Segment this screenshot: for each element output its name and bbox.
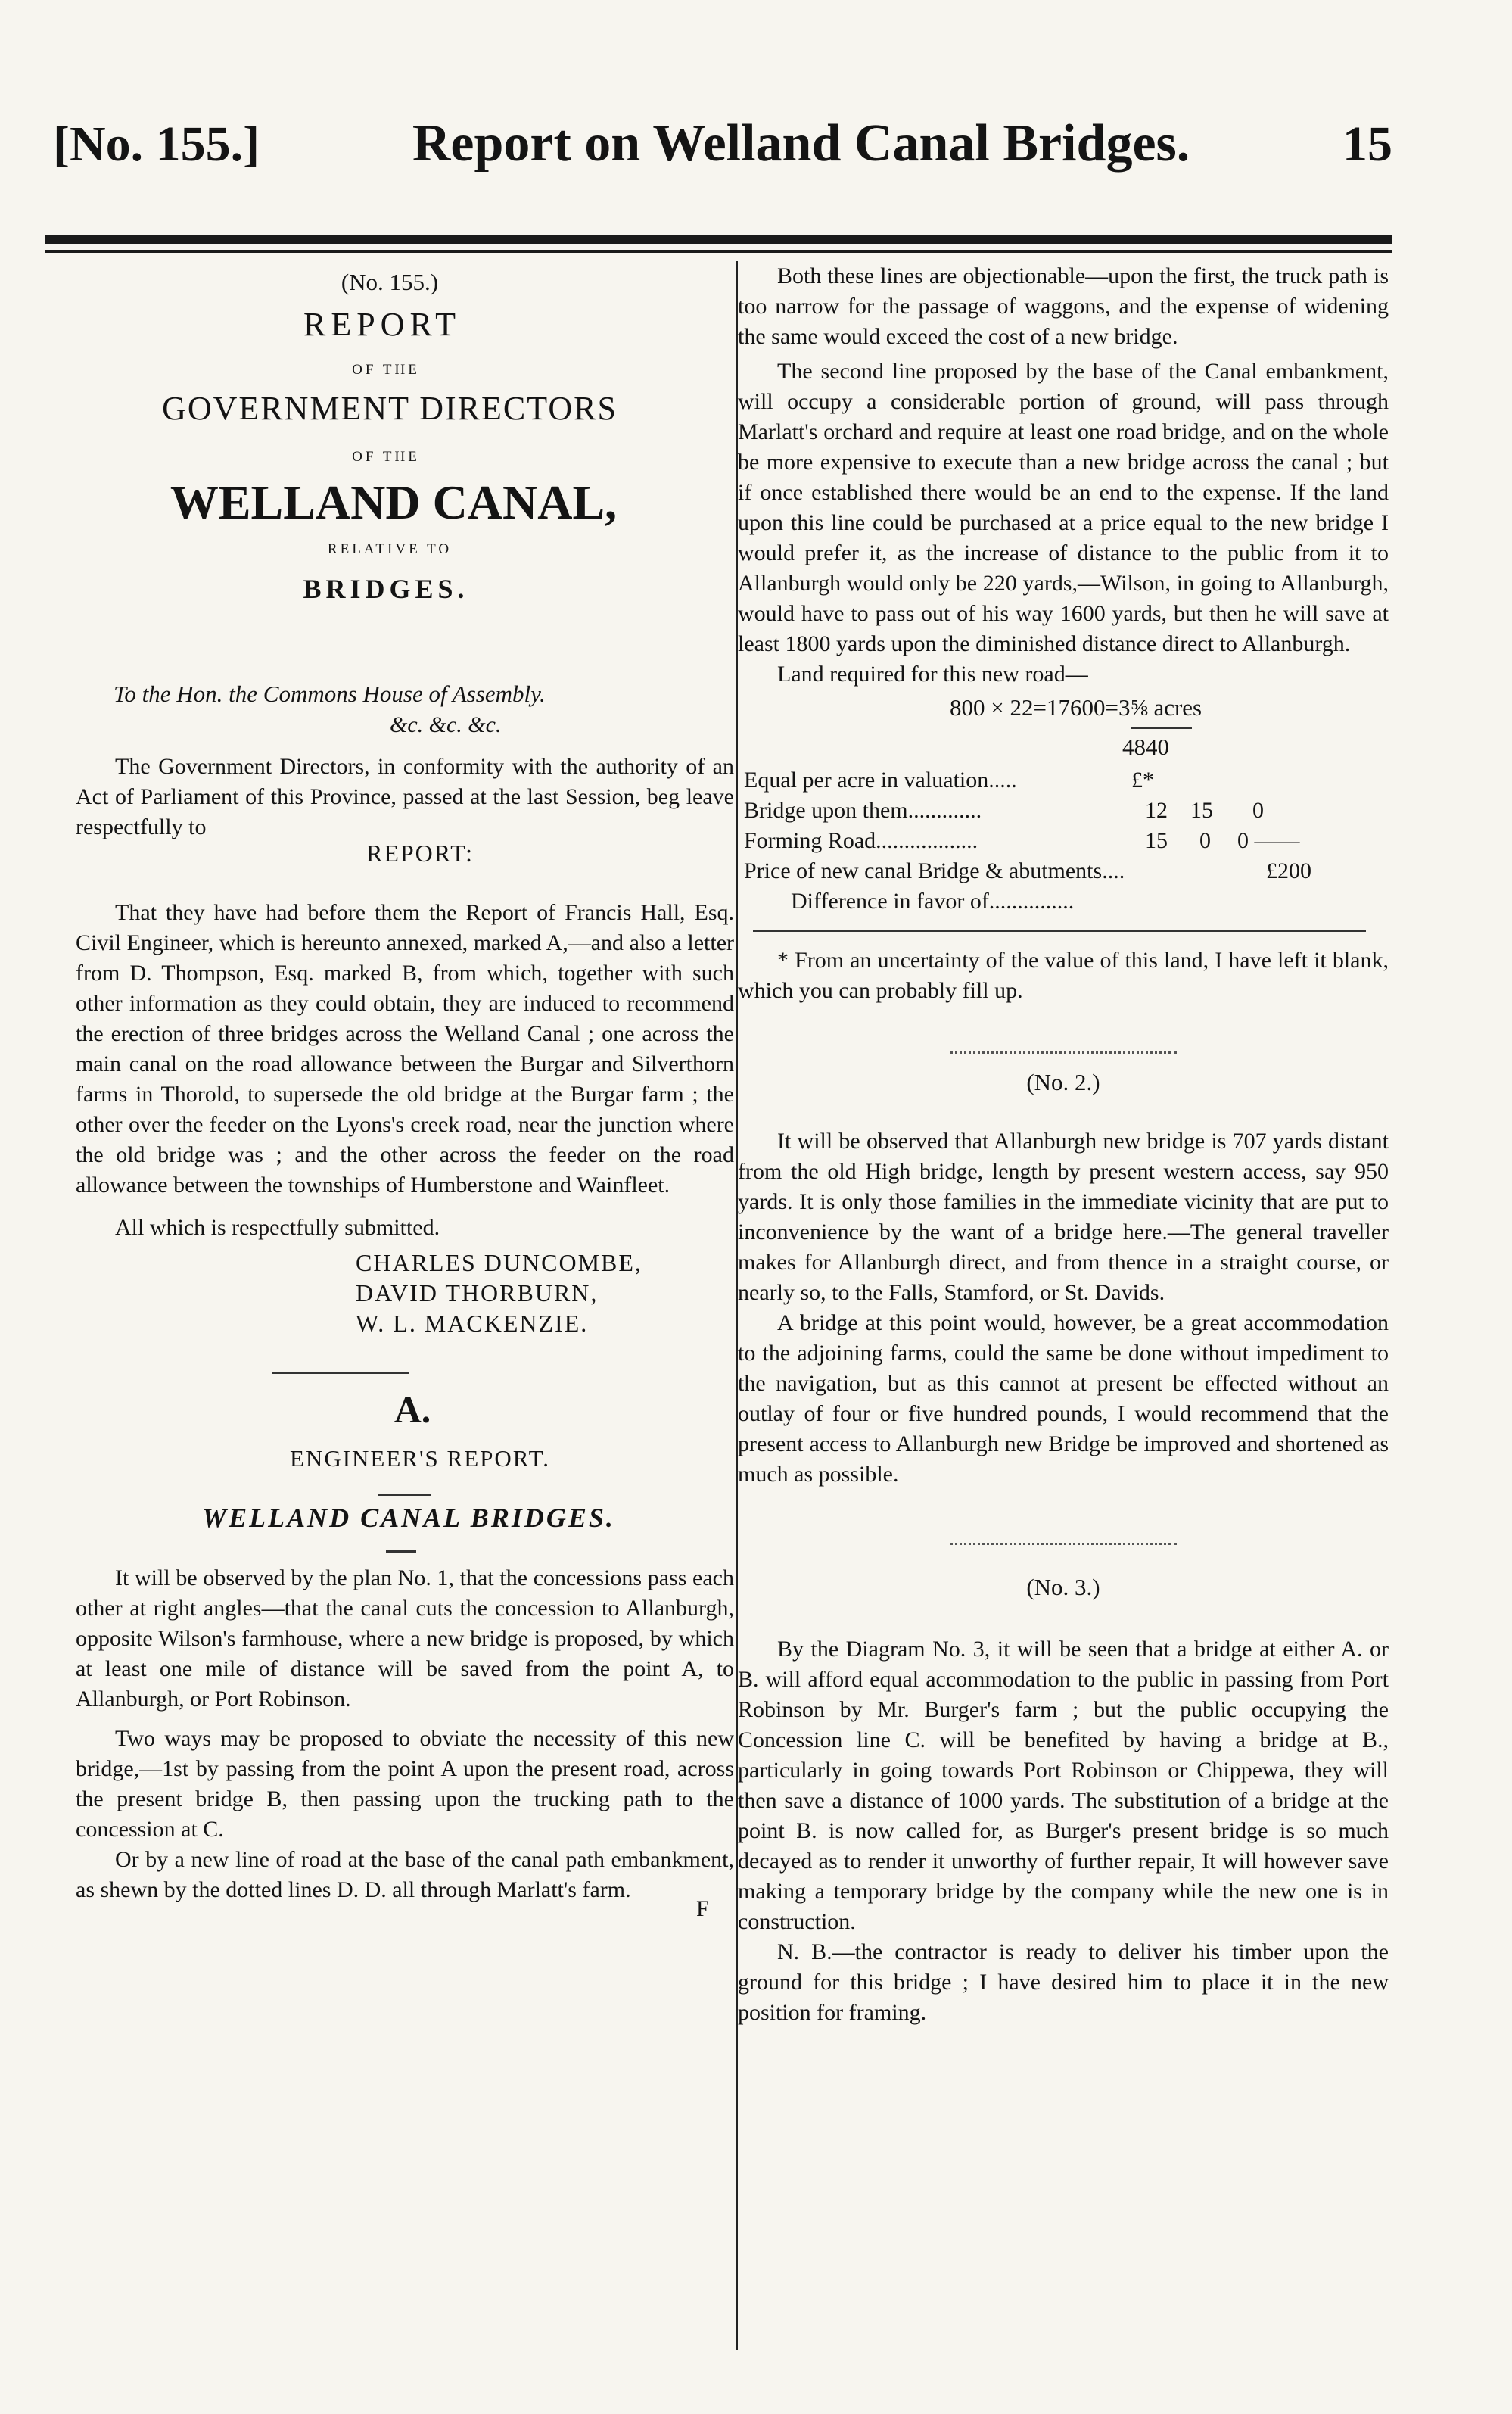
- section-rule: [272, 1372, 409, 1374]
- valuation-row: [738, 826, 1389, 856]
- running-title: Report on Welland Canal Bridges.: [412, 114, 1190, 173]
- valuation-row: [738, 796, 1389, 826]
- no2-paragraph-2: A bridge at this point would, however, be a great accommodation to the adjoining farms, could the same be done without impediment to the navigation, but as this cannot at present be effected without an outlay of four or five hundred pounds, I would recommend that the present access to Allanburgh new Bridge be improved and shortened as much as possible.: [738, 1310, 1389, 1487]
- header-rule-thick: [45, 235, 1392, 244]
- small-rule: [378, 1494, 431, 1496]
- signature-mark: F: [696, 1896, 709, 1921]
- running-header: [53, 114, 1392, 197]
- valuation-row-pence: 0: [1252, 798, 1264, 823]
- footnote-rule: [753, 930, 1366, 932]
- no2-paragraph-1: It will be observed that Allanburgh new bridge is 707 yards distant from the old High bridge, length by present western access, say 950 yards. It is only those families in the immediate vicinity that are put to inconvenience by the want of a bridge here.—The general traveller makes for Allanburgh direct, and from thence in a straight course, or nearly so, to the Falls, Stamford, or St. Davids.: [738, 1129, 1389, 1305]
- valuation-row-pounds: 15: [1145, 828, 1168, 853]
- section-rule-dotted: [950, 1051, 1177, 1054]
- valuation-row: [738, 856, 1389, 886]
- small-rule-2: [386, 1550, 416, 1553]
- engineer-paragraph-2: Two ways may be proposed to obviate the necessity of this new bridge,—1st by passing from the point A upon the present road, across the present bridge B, then passing upon the trucking path to the concession at C.: [76, 1726, 734, 1842]
- address-line: To the Hon. the Commons House of Assembly.: [114, 681, 546, 707]
- footnote: * From an uncertainty of the value of this land, I have left it blank, which you can probably fill up.: [738, 948, 1389, 1003]
- no3-paragraph-2: N. B.—the contractor is ready to deliver his timber upon the ground for this bridge ; I have desired him to place it in the new position for framing.: [738, 1939, 1389, 2025]
- header-rule-thin: [45, 250, 1392, 253]
- appendix-a-heading: A.: [394, 1388, 431, 1431]
- engineer-paragraph-3: Or by a new line of road at the base of the canal path embankment, as shewn by the dotted lines D. D. all through Marlatt's farm.: [76, 1847, 734, 1902]
- valuation-row-label: Difference in favor of...............: [791, 889, 1075, 914]
- land-required-line: Land required for this new road—: [777, 662, 1088, 687]
- right-paragraph-2: The second line proposed by the base of the Canal embankment, will occupy a considerable portion of ground, will pass through Marlatt's orchard and require at least one road bridge, and on the whole be more expensive to execute than a new bridge across the canal ; but if once established there would be an end to the expense. If the land upon this line could be purchased at a price equal to the new bridge I would prefer it, as the increase of distance to the public from it to Allanburgh would only be 220 yards,—Wilson, in going to Allanburgh, would have to pass out of his way 1600 yards, but then he will save at least 1800 yards upon the diminished distance direct to Allanburgh.: [738, 359, 1389, 656]
- right-paragraph-1: Both these lines are objectionable—upon the first, the truck path is too narrow for the passage of waggons, and the expense of widening the same would exceed the cost of a new bridge.: [738, 263, 1389, 349]
- valuation-row-shillings: 15: [1190, 798, 1213, 823]
- valuation-row-pounds: £*: [1131, 768, 1154, 793]
- welland-canal-heading: WELLAND CANAL,: [170, 475, 618, 529]
- of-the-label-2: OF THE: [352, 449, 420, 465]
- no3-paragraph-1: By the Diagram No. 3, it will be seen that a bridge at either A. or B. will afford equal accommodation to the public in passing from Port Robinson by Mr. Burger's farm ; but the public occupying the Concession line C. will be benefited by having a bridge at B., particularly in going towards Port Robinson or Chippewa, they will then save a distance of 1000 yards. The substitution of a bridge at the point B. is now called for, as Burger's present bridge is so much decayed as to render it unworthy of further repair, It will however save making a temporary bridge by the company while the new one is in construction.: [738, 1637, 1389, 1934]
- calculation-rule: [1131, 727, 1192, 729]
- engineers-report-heading: ENGINEER'S REPORT.: [290, 1445, 550, 1472]
- valuation-row: [738, 886, 1389, 917]
- government-directors-heading: GOVERNMENT DIRECTORS: [162, 390, 618, 427]
- welland-bridges-heading: WELLAND CANAL BRIDGES.: [202, 1503, 615, 1533]
- valuation-row: [738, 765, 1389, 796]
- valuation-row-pounds: 12: [1145, 798, 1168, 823]
- left-column: [76, 261, 734, 1922]
- etc-line: &c. &c. &c.: [390, 712, 502, 737]
- valuation-row-pounds: £200: [1266, 858, 1311, 883]
- calculation-divisor: 4840: [1122, 734, 1169, 760]
- section-rule-dotted-2: [950, 1543, 1177, 1545]
- no2-label: (No. 2.): [1026, 1069, 1100, 1095]
- right-column: [738, 261, 1389, 2028]
- valuation-table: [738, 765, 1389, 917]
- valuation-row-pence: 0 ——: [1237, 828, 1300, 853]
- signatory-list: [76, 1247, 734, 1338]
- intro-paragraph: The Government Directors, in conformity with the authority of an Act of Parliament of this Province, passed at the last Session, beg leave respectfully to: [76, 754, 734, 839]
- relative-to-label: RELATIVE TO: [327, 541, 453, 557]
- report-number-label: (No. 155.): [341, 269, 439, 295]
- of-the-label: OF THE: [352, 362, 420, 378]
- engineer-paragraph-1: It will be observed by the plan No. 1, that the concessions pass each other at right angles—that the canal cuts the concession to Allanburgh, opposite Wilson's farmhouse, where a new bridge is proposed, by which at least one mile of distance will be saved from the point A, to Allanburgh, or Port Robinson.: [76, 1565, 734, 1712]
- page-number: 15: [1342, 117, 1392, 172]
- valuation-row-label: Bridge upon them.............: [744, 798, 982, 823]
- report-word: REPORT:: [366, 839, 474, 867]
- document-number: [No. 155.]: [53, 117, 260, 172]
- signatory-1: CHARLES DUNCOMBE,: [356, 1249, 642, 1276]
- no3-label: (No. 3.): [1026, 1574, 1100, 1600]
- calculation-formula: 800 × 22=17600=3⅝ acres: [950, 694, 1202, 721]
- valuation-row-label: Price of new canal Bridge & abutments....: [744, 858, 1125, 883]
- valuation-row-label: Forming Road..................: [744, 828, 978, 853]
- bridges-heading: BRIDGES.: [303, 574, 469, 604]
- body-paragraph: That they have had before them the Report of Francis Hall, Esq. Civil Engineer, which is hereunto annexed, marked A,—and also a letter from D. Thompson, Esq. marked B, from which, together with such other information as they could obtain, they are induced to recommend the erection of three bridges across the Welland Canal ; one across the main canal on the road allowance between the Burgar and Silverthorn farms in Thorold, to supersede the old bridge at the Burgar farm ; the other over the feeder on the Lyons's creek road, near the junction where the old bridge was ; and the other across the feeder on the road allowance between the townships of Humberstone and Wainfleet.: [76, 900, 734, 1198]
- signatory-2: DAVID THORBURN,: [356, 1279, 599, 1307]
- valuation-row-shillings: 0: [1199, 828, 1211, 853]
- signatory-3: W. L. MACKENZIE.: [356, 1310, 589, 1337]
- submitted-line: All which is respectfully submitted.: [115, 1215, 440, 1240]
- valuation-row-label: Equal per acre in valuation.....: [744, 768, 1017, 793]
- report-heading: REPORT: [303, 306, 462, 343]
